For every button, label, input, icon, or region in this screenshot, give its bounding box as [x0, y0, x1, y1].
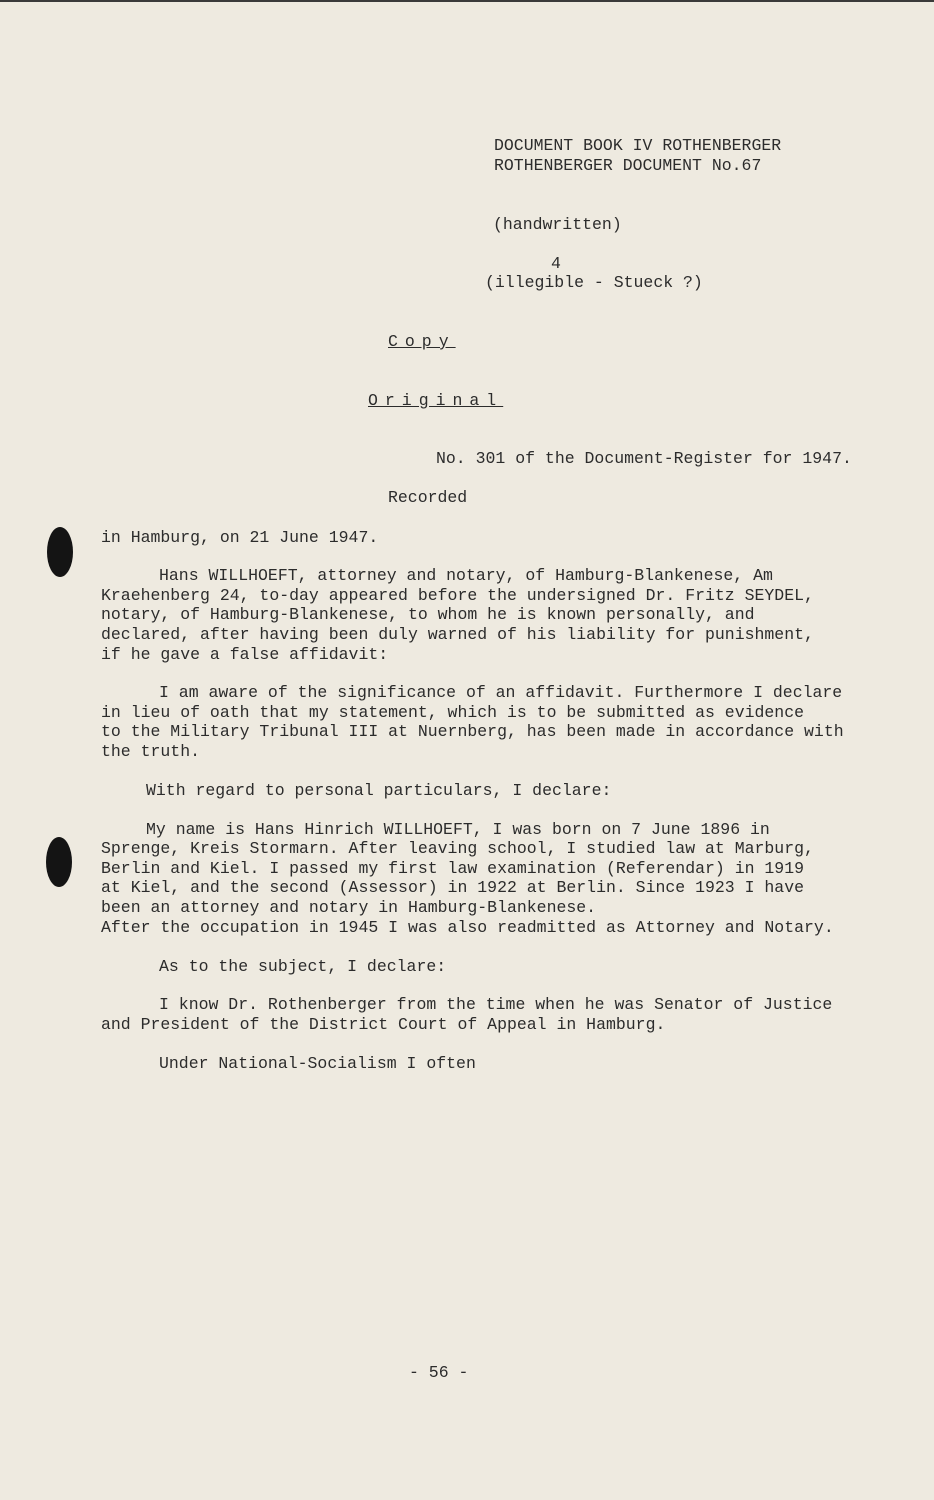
subject-line-1: I know Dr. Rothenberger from the time when he was Senator of Justice: [159, 995, 833, 1014]
personal-line-3: Berlin and Kiel. I passed my first law examination (Referendar) in 1919: [101, 859, 805, 878]
personal-line-6: After the occupation in 1945 I was also readmitted as Attorney and Notary.: [101, 918, 834, 937]
subject-line-2: and President of the District Court of Appeal in Hamburg.: [101, 1015, 666, 1034]
intro-line-5: if he gave a false affidavit:: [101, 645, 389, 664]
punch-hole-top: [47, 527, 73, 577]
personal-line-2: Sprenge, Kreis Stormarn. After leaving school, I studied law at Marburg,: [101, 839, 814, 858]
header-document-book: DOCUMENT BOOK IV ROTHENBERGER: [494, 136, 782, 155]
register-line: No. 301 of the Document-Register for 1947.: [436, 449, 852, 468]
recorded-label: Recorded: [388, 488, 468, 507]
personal-line-1: My name is Hans Hinrich WILLHOEFT, I was born on 7 June 1896 in: [146, 820, 770, 839]
awareness-line-4: the truth.: [101, 742, 201, 761]
copy-title: Copy: [388, 332, 456, 351]
place-date-line: in Hamburg, on 21 June 1947.: [101, 528, 379, 547]
subject-heading: As to the subject, I declare:: [159, 957, 447, 976]
handwritten-number: 4: [551, 254, 561, 273]
top-border: [0, 0, 934, 2]
header-document-number: ROTHENBERGER DOCUMENT No.67: [494, 156, 762, 175]
personal-line-4: at Kiel, and the second (Assessor) in 1922 at Berlin. Since 1923 I have: [101, 878, 805, 897]
original-title: Original: [368, 391, 504, 410]
awareness-line-1: I am aware of the significance of an affidavit. Furthermore I declare: [159, 683, 843, 702]
punch-hole-bottom: [46, 837, 72, 887]
personal-heading: With regard to personal particulars, I declare:: [146, 781, 612, 800]
intro-line-4: declared, after having been duly warned of his liability for punishment,: [101, 625, 814, 644]
page-number: - 56 -: [409, 1363, 469, 1382]
illegible-note: (illegible - Stueck ?): [485, 273, 703, 292]
last-line: Under National-Socialism I often: [159, 1054, 476, 1073]
intro-line-1: Hans WILLHOEFT, attorney and notary, of Hamburg-Blankenese, Am: [159, 566, 773, 585]
handwritten-note: (handwritten): [493, 215, 622, 234]
intro-line-2: Kraehenberg 24, to-day appeared before the undersigned Dr. Fritz SEYDEL,: [101, 586, 814, 605]
awareness-line-3: to the Military Tribunal III at Nuernberg, has been made in accordance with: [101, 722, 844, 741]
intro-line-3: notary, of Hamburg-Blankenese, to whom he is known personally, and: [101, 605, 755, 624]
personal-line-5: been an attorney and notary in Hamburg-Blankenese.: [101, 898, 597, 917]
awareness-line-2: in lieu of oath that my statement, which is to be submitted as evidence: [101, 703, 805, 722]
